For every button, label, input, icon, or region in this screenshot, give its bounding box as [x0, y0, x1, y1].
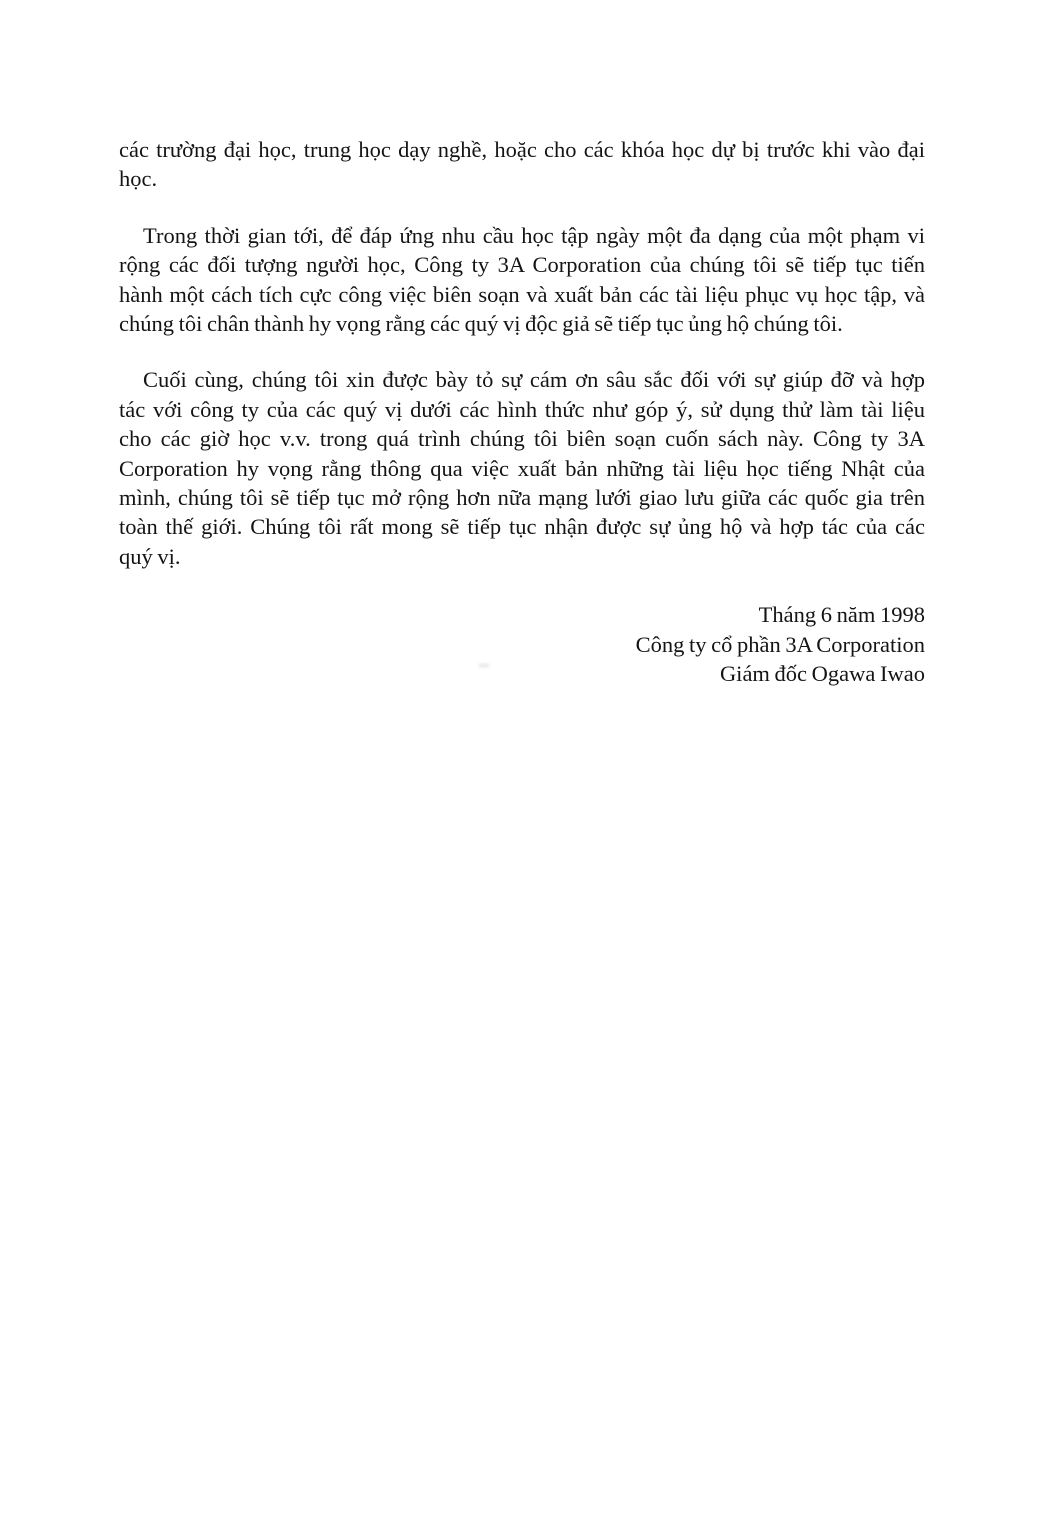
- signature-block: [119, 600, 925, 688]
- text-line: cho các giờ học v.v. trong quá trình chúng tôi biên soạn cuốn sách này. Công ty 3A: [119, 426, 925, 452]
- signature-date: Tháng 6 năm 1998: [758, 602, 925, 628]
- paragraph: [119, 365, 925, 571]
- text-line: học.: [119, 166, 158, 192]
- text-line: hành một cách tích cực công việc biên soạn và xuất bản các tài liệu phục vụ học tập, và: [119, 281, 925, 307]
- text-line: Cuối cùng, chúng tôi xin được bày tỏ sự cám ơn sâu sắc đối với sự giúp đỡ và hợp: [143, 367, 925, 393]
- text-line: Corporation hy vọng rằng thông qua việc xuất bản những tài liệu học tiếng Nhật của: [119, 455, 925, 481]
- text-line: các trường đại học, trung học dạy nghề, hoặc cho các khóa học dự bị trước khi vào đại: [119, 137, 925, 162]
- signature-company: Công ty cổ phần 3A Corporation: [635, 631, 925, 657]
- paragraph: [119, 135, 925, 194]
- text-line: Trong thời gian tới, để đáp ứng nhu cầu học tập ngày một đa dạng của một phạm vi: [143, 222, 925, 248]
- signature-director: Giám đốc Ogawa Iwao: [719, 661, 925, 687]
- text-block: [119, 135, 925, 689]
- text-line: quý vị.: [119, 543, 181, 569]
- paragraph: [119, 221, 925, 339]
- text-line: chúng tôi chân thành hy vọng rằng các quý vị độc giả sẽ tiếp tục ủng hộ chúng tôi.: [119, 311, 843, 337]
- text-line: rộng các đối tượng người học, Công ty 3A Corporation của chúng tôi sẽ tiếp tục tiến: [119, 252, 925, 278]
- text-line: tác với công ty của các quý vị dưới các hình thức như góp ý, sử dụng thử làm tài liệu: [119, 396, 925, 422]
- text-line: mình, chúng tôi sẽ tiếp tục mở rộng hơn nữa mạng lưới giao lưu giữa các quốc gia trên: [119, 485, 925, 511]
- scan-artifact-speck: [478, 663, 490, 668]
- text-line: toàn thế giới. Chúng tôi rất mong sẽ tiếp tục nhận được sự ủng hộ và hợp tác của các: [119, 514, 925, 540]
